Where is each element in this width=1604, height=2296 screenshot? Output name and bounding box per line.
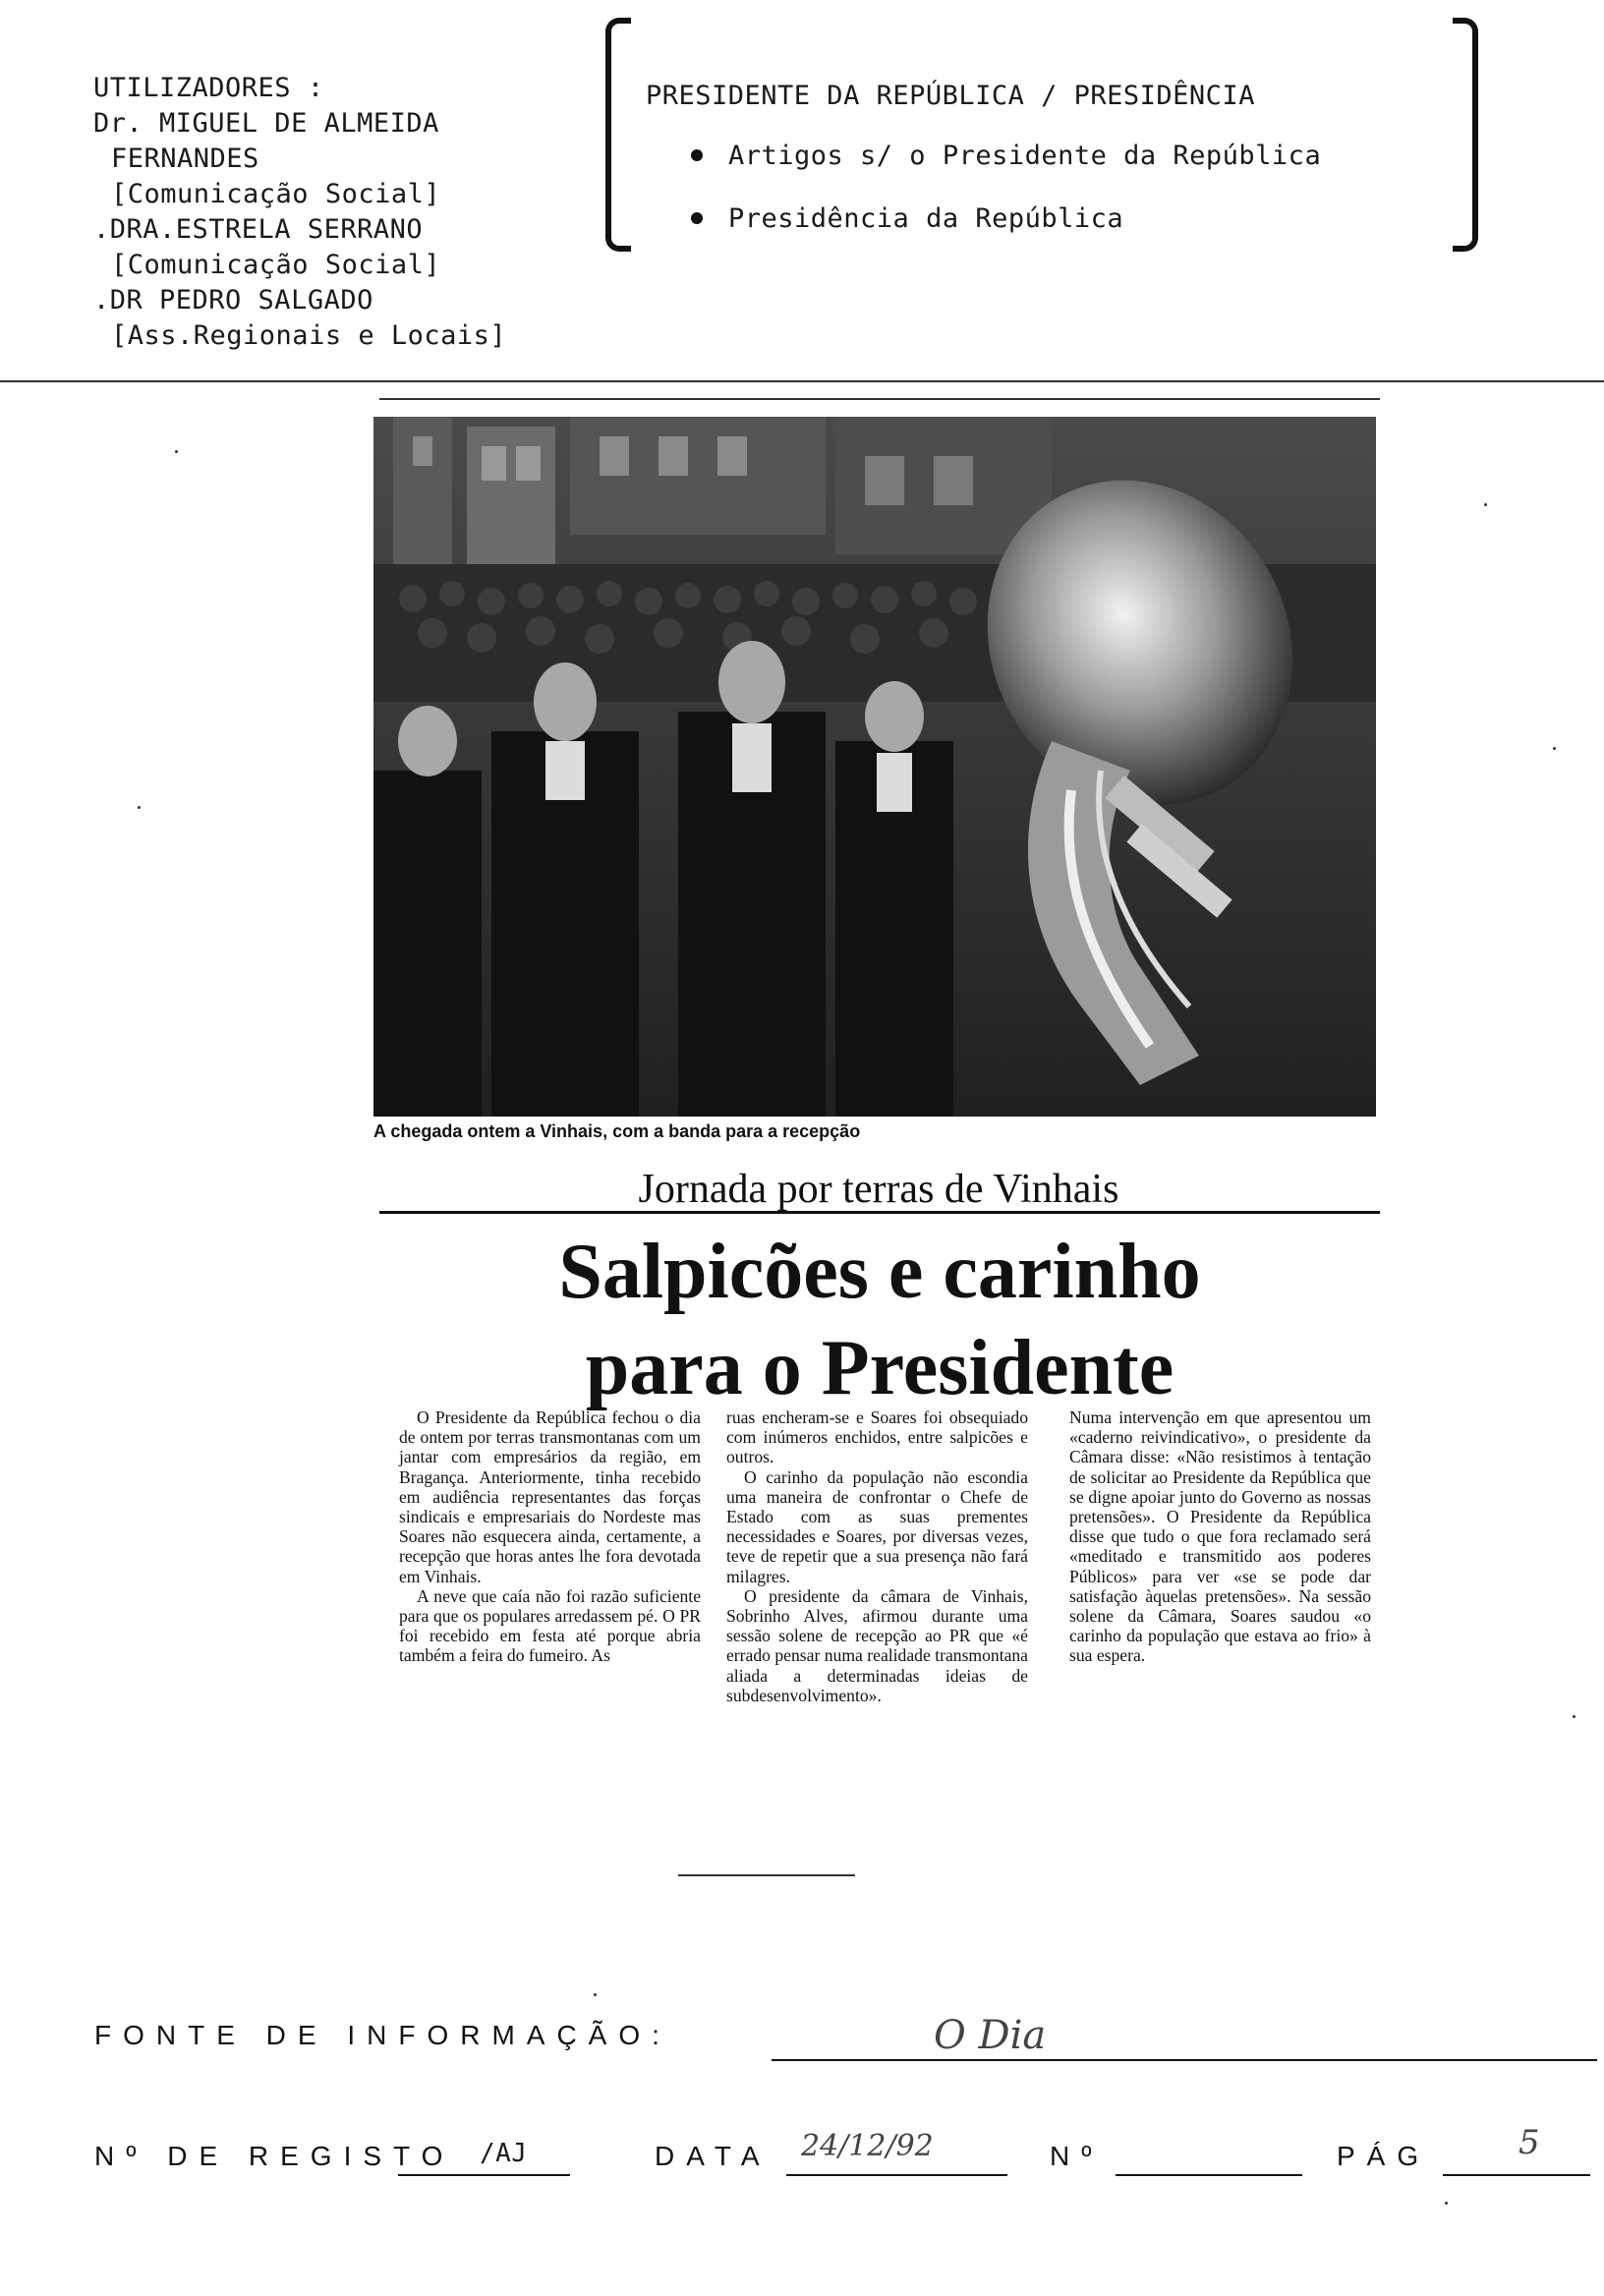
data-value: 24/12/92 xyxy=(801,2129,934,2163)
photo-caption: A chegada ontem a Vinhais, com a banda para a recepção xyxy=(373,1121,861,1141)
topic-box-right-bracket xyxy=(1453,18,1478,252)
registo-value: /AJ xyxy=(480,2139,528,2168)
article-paragraph: A neve que caía não foi razão suficiente para que os populares arredassem pé. O PR foi recebido em festa até porque abria também a feira do fumeiro. As xyxy=(399,1585,701,1666)
article-column-1 xyxy=(399,1407,701,1666)
user-dept: [Ass.Regionais e Locais] xyxy=(111,320,507,351)
article-paragraph: O Presidente da República fechou o dia de ontem por terras transmontanas com um jantar com empresários da região, em Bragança. Anteriormente, tinha recebido em audiência representantes das forças sindicais e empresariais do Nordeste mas Soares não esquecera ainda, certamente, a recepção que horas antes lhe fora devotada em Vinhais. xyxy=(399,1407,701,1586)
article-headline xyxy=(379,1224,1380,1416)
registo-label: Nº DE REGISTO xyxy=(94,2141,455,2171)
registo-line xyxy=(398,2174,570,2176)
user-dept: [Comunicação Social] xyxy=(111,179,441,209)
news-photo xyxy=(373,417,1376,1117)
user-name: .DRA.ESTRELA SERRANO xyxy=(93,214,424,245)
topic-title: PRESIDENTE DA REPÚBLICA / PRESIDÊNCIA xyxy=(646,81,1255,111)
users-block xyxy=(93,71,506,354)
topic-list xyxy=(646,124,1321,250)
data-line xyxy=(786,2174,1007,2176)
users-label: UTILIZADORES : xyxy=(93,73,324,103)
pag-line xyxy=(1443,2174,1590,2176)
scan-speck xyxy=(138,806,141,809)
topic-item-label: Artigos s/ o Presidente da República xyxy=(728,140,1322,171)
source-value: O Dia xyxy=(934,2013,1047,2058)
scan-speck xyxy=(1484,503,1487,506)
source-line xyxy=(772,2059,1597,2061)
kicker-rule xyxy=(379,1211,1380,1214)
article-kicker: Jornada por terras de Vinhais xyxy=(638,1167,1119,1212)
article-top-rule xyxy=(379,398,1380,400)
scan-speck xyxy=(1445,2202,1448,2205)
numero-line xyxy=(1116,2174,1302,2176)
numero-label: Nº xyxy=(1050,2141,1104,2171)
topic-block xyxy=(646,77,1321,250)
user-dept: [Comunicação Social] xyxy=(111,250,441,280)
article-column-3 xyxy=(1069,1407,1371,1666)
data-label: DATA xyxy=(655,2141,772,2171)
pag-value: 5 xyxy=(1518,2123,1540,2162)
topic-item-label: Presidência da República xyxy=(728,202,1124,234)
article-paragraph: O presidente da câmara de Vinhais, Sobrinho Alves, afirmou durante uma sessão solene de recepção ao PR que «é errado pensar numa realidade transmontana aliada a determinadas ideias de subdesenvolvimento». xyxy=(726,1585,1028,1705)
header-divider xyxy=(0,380,1604,382)
bullet-icon xyxy=(691,149,703,161)
headline-line: para o Presidente xyxy=(585,1325,1174,1411)
user-dept: FERNANDES xyxy=(111,144,259,174)
bullet-icon xyxy=(691,212,703,224)
article-paragraph: ruas encheram-se e Soares foi obsequiado com inúmeros enchidos, entre salpicões e outros. xyxy=(726,1407,1028,1467)
topic-item xyxy=(691,124,1321,187)
pag-label: PÁG xyxy=(1337,2141,1431,2171)
scan-speck xyxy=(594,1993,597,1996)
article-paragraph: Numa intervenção em que apresentou um «caderno reivindicativo», o presidente da Câmara disse: «Não resistimos à tentação de solicitar ao Presidente da República que se digne apoiar junto do Governo as nossas pretensões». O Presidente da República disse que tudo o que fora reclamado será «meditado e transmitido aos poderes Públicos» para ver «se se pode dar satisfação àquelas pretensões». Na sessão solene da Câmara, Soares saudou «o carinho da população que estava ao frio» à sua espera. xyxy=(1069,1407,1371,1666)
scan-speck xyxy=(1553,747,1556,750)
scan-speck xyxy=(1573,1715,1575,1718)
topic-box-left-bracket xyxy=(605,18,631,252)
article-column-2 xyxy=(726,1407,1028,1705)
topic-item xyxy=(691,187,1321,250)
article-bottom-rule xyxy=(678,1874,855,1876)
user-name: .DR PEDRO SALGADO xyxy=(93,285,373,316)
headline-line: Salpicões e carinho xyxy=(558,1229,1201,1315)
user-name: Dr. MIGUEL DE ALMEIDA xyxy=(93,108,439,139)
article-paragraph: O carinho da população não escondia uma maneira de confrontar o Chefe de Estado com as suas prementes necessidades e Soares, por diversas vezes, teve de repetir que a sua presença não fará milagres. xyxy=(726,1466,1028,1586)
scan-speck xyxy=(175,450,178,453)
news-photo-art xyxy=(373,417,1376,1117)
source-label: FONTE DE INFORMAÇÃO: xyxy=(94,2020,671,2050)
